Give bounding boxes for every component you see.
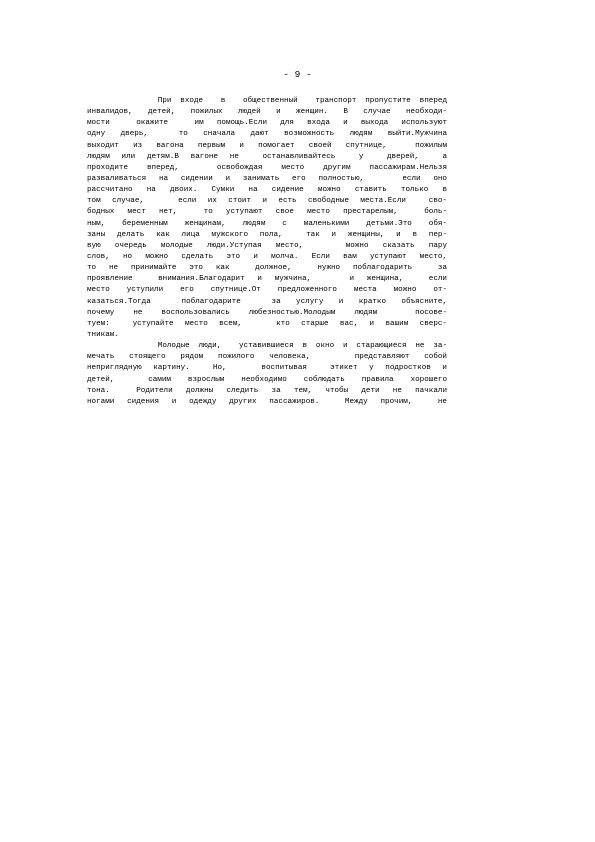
page-number: - 9 - <box>283 69 312 80</box>
text-line: ным, беременным женщинам, людям с маленькими детьми.Это обя- <box>87 219 447 228</box>
text-line: вую очередь молодые люди.Уступая место, можно сказать пару <box>87 241 447 250</box>
text-line: заны делать как лица мужского пола, так и женщины, и в пер- <box>87 230 447 239</box>
text-line: разваливаться на сидении и занимать его полностью, если оно <box>87 174 447 183</box>
text-line: неприглядную картину. Но, воспитывая этикет у подростков и <box>87 364 447 373</box>
text-line: казаться.Тогда поблагодарите за услугу и кратко объясните, <box>87 297 447 306</box>
text-line: рассчитано на двоих. Сумки на сидение можно ставить только в <box>87 186 447 195</box>
text-line: проявление внимания.Благодарит и мужчина, и женщина, если <box>87 275 447 284</box>
text-line: инвалидов, детей, пожилых людей и женщин. В случае необходи- <box>87 108 447 117</box>
text-line: мости окажите им помощь.Если для входа и выхода используют <box>87 119 447 128</box>
text-line: туем: уступайте место всем, кто старше вас, и вашим сверс- <box>87 319 447 328</box>
text-line: одну дверь, то сначала дают возможность людям выйти.Мужчина <box>87 130 447 139</box>
text-line: то не принимайте это как должное, нужно поблагодарить за <box>87 264 447 273</box>
text-line: детей, самим взрослым необходимо соблюдать правила хорошего <box>87 375 447 384</box>
document-body <box>87 96 447 408</box>
text-line: слов, но можно сделать это и молча. Если вам уступают место, <box>87 252 447 261</box>
text-line: тникам. <box>87 330 119 339</box>
text-line: Молодые люди, уставившиеся в окно и старающиеся не за- <box>87 342 447 351</box>
text-line: тона. Родители должны следить за тем, чтобы дети не пачкали <box>87 386 447 395</box>
text-line: людям или детям.В вагоне не останавливайтесь у дверей, а <box>87 152 447 161</box>
text-line: проходите вперед, освобождая место другим пассажирам.Нельзя <box>87 163 447 172</box>
text-line: мечать стоящего рядом пожилого человека, представляют собой <box>87 353 447 362</box>
text-line: При входе в общественный транспорт пропустите вперед <box>87 97 447 105</box>
text-line: том случае, если их стоит и есть свободные места.Если сво- <box>87 197 447 206</box>
text-line: место уступили его спутнице.От предложенного места можно от- <box>87 286 447 295</box>
text-line: бодных мест нет, то уступают свое место престарелым, боль- <box>87 208 447 217</box>
text-line: почему не воспользовались любезностью.Молодым людям посове- <box>87 308 447 317</box>
text-line: выходит из вагона первым и помогает своей спутнице, пожилым <box>87 141 447 150</box>
text-line: ногами сидения и одежду других пассажиров. Между прочим, не <box>87 397 447 406</box>
